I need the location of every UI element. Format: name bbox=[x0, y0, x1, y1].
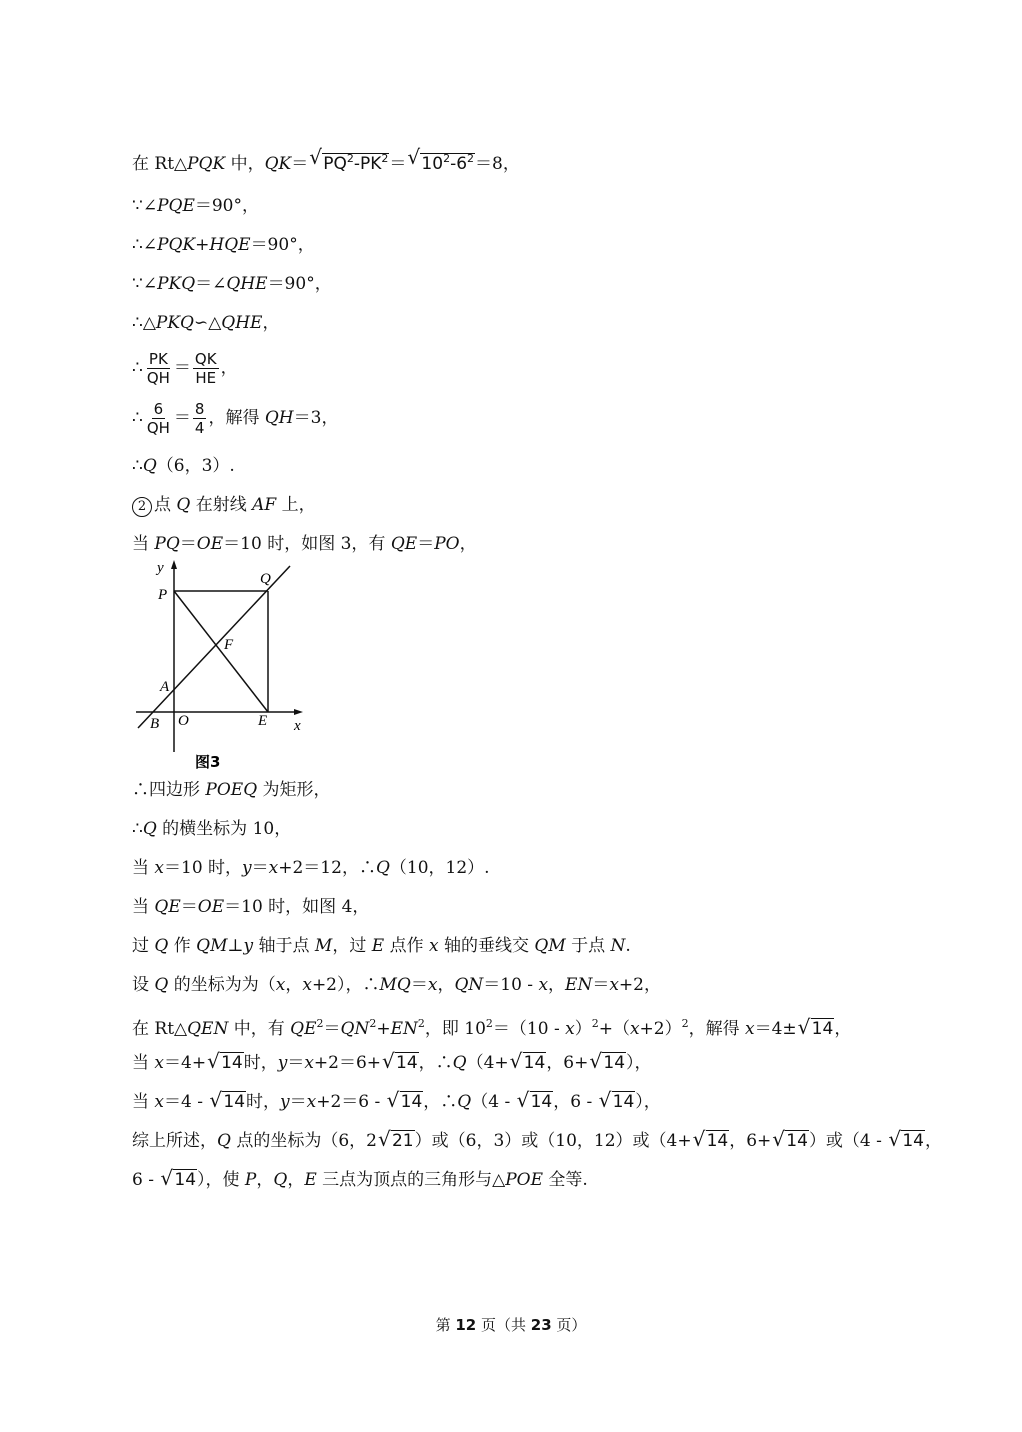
radicand: 14 bbox=[706, 1131, 729, 1151]
radical-sign: √ bbox=[209, 1088, 223, 1112]
exponent: 2 bbox=[316, 1017, 324, 1030]
text: ， bbox=[548, 975, 566, 995]
text: 过 bbox=[132, 936, 155, 956]
text: ＝ bbox=[323, 1019, 341, 1039]
text: +2＝6+ bbox=[313, 1053, 382, 1073]
radicand: 14 bbox=[786, 1131, 808, 1151]
radical-sign: √ bbox=[509, 1049, 523, 1073]
radical-sign: √ bbox=[797, 1015, 811, 1039]
math-var: PQ bbox=[154, 534, 180, 554]
text: ，过 bbox=[332, 936, 372, 956]
math-var: x bbox=[304, 1053, 314, 1073]
text: （6，3）. bbox=[156, 456, 235, 476]
denominator: HE bbox=[195, 369, 217, 387]
radical-sign: √ bbox=[589, 1049, 603, 1073]
math-var: x bbox=[275, 975, 286, 995]
text: ，即 10 bbox=[424, 1019, 486, 1039]
text: ， bbox=[924, 1131, 942, 1151]
math-var: QE bbox=[290, 1019, 317, 1039]
fraction bbox=[145, 350, 172, 387]
text: ＝ bbox=[417, 534, 435, 554]
text: ）或（4 - bbox=[808, 1131, 888, 1151]
math-var: PKQ bbox=[155, 313, 194, 333]
exponent: 2 bbox=[443, 152, 451, 165]
text: ， bbox=[437, 975, 455, 995]
text-line-17 bbox=[132, 1012, 851, 1041]
text-line-6 bbox=[132, 348, 238, 388]
math-var: MQ bbox=[379, 975, 411, 995]
math-var: Q bbox=[142, 819, 157, 839]
math-var: x bbox=[565, 1019, 575, 1039]
math-var: M bbox=[314, 936, 333, 956]
text: 轴的垂线交 bbox=[438, 936, 535, 956]
math-var: x bbox=[745, 1019, 755, 1039]
text: ）， bbox=[626, 1053, 652, 1073]
sqrt-expression bbox=[589, 1051, 626, 1075]
text: 的坐标为为（ bbox=[168, 975, 276, 995]
math-var: AF bbox=[252, 495, 277, 515]
math-var: Q bbox=[375, 858, 390, 878]
math-var: OE bbox=[197, 897, 225, 917]
math-var: PQK bbox=[187, 154, 226, 174]
text: ＝4± bbox=[754, 1019, 797, 1039]
numerator: PK bbox=[148, 350, 168, 368]
text: ＝ bbox=[179, 534, 197, 554]
text: 为矩形， bbox=[257, 780, 331, 800]
text: ＝10 时，如图 3，有 bbox=[223, 534, 391, 554]
text: ＝90°， bbox=[194, 196, 259, 216]
math-var: y bbox=[243, 936, 254, 956]
label-b: B bbox=[150, 716, 160, 732]
text: ∴ bbox=[132, 358, 143, 378]
text: ∴ bbox=[132, 456, 143, 476]
text: ＝ bbox=[592, 975, 610, 995]
text: 点 bbox=[154, 495, 177, 515]
math-var: E bbox=[371, 936, 385, 956]
math-var: EN bbox=[390, 1019, 418, 1039]
text-line-12 bbox=[132, 817, 291, 841]
math-var: QHE bbox=[221, 313, 263, 333]
exponent: 2 bbox=[346, 152, 354, 165]
text: ∽△ bbox=[193, 313, 222, 333]
math-var: Q bbox=[142, 456, 157, 476]
text: ）或（6，3）或（10，12）或（4+ bbox=[414, 1131, 692, 1151]
sqrt-expression bbox=[693, 1129, 730, 1153]
radical-sign: √ bbox=[377, 1127, 391, 1151]
radicand: 14 bbox=[221, 1053, 243, 1073]
radical-sign: √ bbox=[516, 1088, 530, 1112]
text: ＝4 - bbox=[164, 1092, 209, 1112]
radicand: 14 bbox=[612, 1092, 635, 1112]
text: +2， bbox=[618, 975, 661, 995]
math-var: x bbox=[154, 1053, 164, 1073]
text: ＝ bbox=[287, 1053, 305, 1073]
label-p: P bbox=[158, 587, 168, 603]
text-line-16 bbox=[132, 973, 661, 997]
math-var: QM bbox=[534, 936, 566, 956]
text-line-9 bbox=[132, 493, 316, 517]
text: 中， bbox=[225, 154, 265, 174]
text: ，∴ bbox=[423, 1092, 458, 1112]
text: +2＝12，∴ bbox=[278, 858, 376, 878]
text: ＝90°， bbox=[267, 274, 332, 294]
sqrt-expression bbox=[387, 1090, 424, 1114]
text: 当 bbox=[132, 897, 155, 917]
fraction bbox=[193, 350, 219, 387]
text: ，6+ bbox=[546, 1053, 589, 1073]
numerator: QK bbox=[194, 350, 217, 368]
text: ），使 bbox=[197, 1170, 245, 1190]
text: ∴ bbox=[132, 408, 143, 428]
text: 轴于点 bbox=[253, 936, 315, 956]
label-x: x bbox=[294, 718, 301, 734]
text-line-18 bbox=[132, 1051, 652, 1075]
text-line-21 bbox=[132, 1168, 588, 1192]
text: ＝ bbox=[173, 358, 191, 378]
denominator: QH bbox=[146, 369, 170, 387]
segment-pe bbox=[174, 591, 268, 712]
text: （10，12）. bbox=[389, 858, 490, 878]
exponent: 2 bbox=[591, 1017, 599, 1030]
math-var: x bbox=[302, 975, 312, 995]
text: 全等. bbox=[543, 1170, 588, 1190]
radicand: 14 bbox=[811, 1019, 834, 1039]
text: ＝（10 - bbox=[492, 1019, 566, 1039]
text: ，6 - bbox=[553, 1092, 598, 1112]
math-var: QE bbox=[390, 534, 418, 554]
text: ， bbox=[459, 534, 477, 554]
text: 6 - bbox=[132, 1170, 160, 1190]
sqrt-expression bbox=[207, 1051, 244, 1075]
sqrt-expression bbox=[209, 1090, 246, 1114]
sqrt-expression bbox=[407, 147, 475, 176]
text: 三点为顶点的三角形与△ bbox=[316, 1170, 506, 1190]
math-var: x bbox=[268, 858, 279, 878]
text: 点的坐标为（6，2 bbox=[230, 1131, 377, 1151]
radical-sign: √ bbox=[692, 1127, 706, 1151]
radical-sign: √ bbox=[207, 1049, 220, 1073]
radicand: 14 bbox=[530, 1092, 553, 1112]
math-var: Q bbox=[154, 975, 169, 995]
text: +2） bbox=[639, 1019, 682, 1039]
text: ，∴ bbox=[418, 1053, 453, 1073]
text: 时， bbox=[246, 1092, 281, 1112]
radicand: 14 bbox=[603, 1053, 626, 1073]
text: 中，有 bbox=[228, 1019, 291, 1039]
label-a: A bbox=[160, 679, 170, 695]
text: ， bbox=[287, 1170, 305, 1190]
exponent: 2 bbox=[381, 152, 389, 165]
text: ＝8， bbox=[475, 154, 520, 174]
radical-sign: √ bbox=[888, 1127, 902, 1151]
radicand: 14 bbox=[523, 1053, 546, 1073]
text: （4 - bbox=[471, 1092, 516, 1112]
sqrt-expression bbox=[309, 147, 389, 176]
text-line-5 bbox=[132, 311, 279, 335]
text-line-1 bbox=[132, 147, 520, 176]
radicand: 14 bbox=[223, 1092, 246, 1112]
text: 当 bbox=[132, 534, 155, 554]
text: ， bbox=[220, 358, 238, 378]
numerator: 6 bbox=[153, 400, 164, 418]
label-o: O bbox=[178, 713, 189, 729]
text: ＝10 时，如图 4， bbox=[224, 897, 370, 917]
text: ，解得 bbox=[688, 1019, 746, 1039]
text: -PK bbox=[353, 154, 382, 174]
text: 页（共 bbox=[476, 1316, 531, 1334]
text: 的横坐标为 10， bbox=[156, 819, 292, 839]
math-var: PQE bbox=[157, 196, 195, 216]
text: 设 bbox=[132, 975, 155, 995]
math-var: QE bbox=[154, 897, 181, 917]
text: ＝90°， bbox=[250, 235, 315, 255]
math-var: x bbox=[154, 858, 164, 878]
text: 作 bbox=[168, 936, 197, 956]
text: ， bbox=[256, 1170, 274, 1190]
exponent: 2 bbox=[467, 152, 475, 165]
label-q: Q bbox=[260, 571, 271, 587]
page-footer bbox=[0, 1314, 1022, 1335]
sqrt-expression bbox=[517, 1090, 554, 1114]
text: ＝ bbox=[410, 975, 428, 995]
radical-sign: √ bbox=[160, 1166, 174, 1190]
text-line-13 bbox=[132, 856, 490, 880]
radical-sign: √ bbox=[598, 1088, 612, 1112]
math-var: x bbox=[629, 1019, 640, 1039]
math-var: PKQ bbox=[157, 274, 196, 294]
radicand: 14 bbox=[902, 1131, 924, 1151]
text-line-3 bbox=[132, 233, 315, 257]
figure-3-diagram bbox=[130, 560, 310, 775]
radical-sign: √ bbox=[407, 145, 421, 169]
math-var: QM bbox=[196, 936, 228, 956]
radical-sign: √ bbox=[386, 1088, 400, 1112]
exponent: 2 bbox=[681, 1017, 689, 1030]
numerator: 8 bbox=[194, 400, 205, 418]
text-line-2 bbox=[132, 194, 259, 218]
exponent: 2 bbox=[417, 1017, 425, 1030]
text: ＝3， bbox=[293, 408, 339, 428]
text: 时， bbox=[243, 1053, 278, 1073]
math-var: x bbox=[427, 975, 438, 995]
text-line-7 bbox=[132, 398, 338, 438]
math-var: QN bbox=[340, 1019, 370, 1039]
math-var: Q bbox=[176, 495, 191, 515]
text: ＝ bbox=[291, 154, 309, 174]
denominator: QH bbox=[146, 419, 170, 437]
math-var: x bbox=[306, 1092, 317, 1112]
radicand: 21 bbox=[391, 1131, 414, 1151]
text: 10 bbox=[421, 154, 444, 174]
math-var: N bbox=[610, 936, 626, 956]
text: +2），∴ bbox=[311, 975, 380, 995]
math-var: QHE bbox=[226, 274, 268, 294]
text: ， bbox=[834, 1019, 852, 1039]
fraction bbox=[193, 400, 207, 437]
text-line-15 bbox=[132, 934, 631, 958]
text: PQ bbox=[323, 154, 347, 174]
text: -6 bbox=[450, 154, 468, 174]
math-var: x bbox=[609, 975, 619, 995]
text: + bbox=[195, 235, 210, 255]
radicand: 14 bbox=[174, 1170, 197, 1190]
text: ＝∠ bbox=[195, 274, 227, 294]
text: ∵∠ bbox=[132, 274, 158, 294]
math-var: PQK bbox=[157, 235, 196, 255]
sqrt-expression bbox=[772, 1129, 809, 1153]
text: ，解得 bbox=[208, 408, 265, 428]
math-var: x bbox=[154, 1092, 164, 1112]
text: 点作 bbox=[384, 936, 429, 956]
text: ⊥ bbox=[227, 936, 244, 956]
text: 第 bbox=[435, 1316, 456, 1334]
sqrt-expression bbox=[382, 1051, 419, 1075]
radical-sign: √ bbox=[382, 1049, 395, 1073]
math-var: EN bbox=[565, 975, 593, 995]
sqrt-expression bbox=[510, 1051, 547, 1075]
text: 于点 bbox=[565, 936, 611, 956]
text: +2＝6 - bbox=[316, 1092, 386, 1112]
text: ∴∠ bbox=[132, 235, 158, 255]
math-var: Q bbox=[452, 1053, 467, 1073]
text: 综上所述， bbox=[132, 1131, 217, 1151]
radical-sign: √ bbox=[309, 145, 322, 169]
math-var: Q bbox=[154, 936, 169, 956]
text: ， bbox=[262, 313, 280, 333]
math-var: OE bbox=[196, 534, 224, 554]
text: ＝10 时， bbox=[164, 858, 243, 878]
text: 当 bbox=[132, 858, 155, 878]
math-var: HQE bbox=[209, 235, 251, 255]
math-var: E bbox=[304, 1170, 317, 1190]
text: ＝ bbox=[389, 154, 407, 174]
text: ＝ bbox=[173, 408, 191, 428]
text-line-20 bbox=[132, 1129, 942, 1153]
figure-3 bbox=[130, 560, 310, 775]
text: ，6+ bbox=[729, 1131, 772, 1151]
math-var: y bbox=[242, 858, 252, 878]
text: 在 Rt△ bbox=[132, 154, 188, 174]
text: 当 bbox=[132, 1092, 155, 1112]
text: 上， bbox=[276, 495, 316, 515]
math-var: Q bbox=[217, 1131, 231, 1151]
math-var: Q bbox=[273, 1170, 288, 1190]
radical-sign: √ bbox=[772, 1127, 786, 1151]
sqrt-expression bbox=[888, 1129, 925, 1153]
page-number: 12 bbox=[455, 1316, 477, 1334]
math-var: QH bbox=[264, 408, 294, 428]
math-var: POE bbox=[505, 1170, 544, 1190]
text: . bbox=[625, 936, 631, 956]
text: + bbox=[376, 1019, 391, 1039]
text-line-11 bbox=[132, 778, 331, 802]
exponent: 2 bbox=[369, 1017, 377, 1030]
text: 在 Rt△ bbox=[132, 1019, 188, 1039]
denominator: 4 bbox=[194, 419, 205, 437]
sqrt-expression bbox=[160, 1168, 197, 1192]
math-var: P bbox=[244, 1170, 257, 1190]
fraction bbox=[145, 400, 172, 437]
text: （4+ bbox=[466, 1053, 509, 1073]
math-var: Q bbox=[457, 1092, 472, 1112]
math-var: PO bbox=[434, 534, 460, 554]
total-pages: 23 bbox=[530, 1316, 552, 1334]
text: ∴ bbox=[132, 819, 143, 839]
text-line-14 bbox=[132, 895, 369, 919]
text: ＝4+ bbox=[164, 1053, 207, 1073]
math-var: x bbox=[428, 936, 439, 956]
label-f: F bbox=[224, 637, 234, 653]
sqrt-expression bbox=[378, 1129, 415, 1153]
text-line-8 bbox=[132, 454, 235, 478]
math-var: y bbox=[277, 1053, 288, 1073]
text-line-19 bbox=[132, 1090, 661, 1114]
y-axis-arrow bbox=[171, 560, 177, 569]
text: ∴四边形 bbox=[132, 780, 206, 800]
text: ＝ bbox=[180, 897, 198, 917]
text: ＝ bbox=[251, 858, 269, 878]
sqrt-expression bbox=[599, 1090, 636, 1114]
text-line-4 bbox=[132, 272, 332, 296]
math-var: y bbox=[280, 1092, 290, 1112]
math-var: x bbox=[538, 975, 549, 995]
label-y: y bbox=[157, 560, 164, 576]
text: ＝10 - bbox=[483, 975, 539, 995]
x-axis-arrow bbox=[294, 709, 303, 715]
text: ＝ bbox=[289, 1092, 307, 1112]
text: 页） bbox=[551, 1316, 587, 1334]
text: ∴△ bbox=[132, 313, 156, 333]
text-line-10 bbox=[132, 532, 477, 556]
text: ）， bbox=[635, 1092, 661, 1112]
radicand: 14 bbox=[396, 1053, 418, 1073]
radicand: 14 bbox=[400, 1092, 423, 1112]
sqrt-expression bbox=[798, 1017, 835, 1041]
text: 当 bbox=[132, 1053, 155, 1073]
label-e: E bbox=[258, 713, 268, 729]
text: ， bbox=[285, 975, 303, 995]
figure-caption: 图3 bbox=[195, 753, 221, 771]
math-var: QN bbox=[454, 975, 484, 995]
math-var: POEQ bbox=[205, 780, 258, 800]
math-var: QEN bbox=[187, 1019, 229, 1039]
text: ∵∠ bbox=[132, 196, 158, 216]
text: ） bbox=[574, 1019, 592, 1039]
exponent: 2 bbox=[485, 1017, 493, 1030]
math-var: QK bbox=[264, 154, 292, 174]
text: 在射线 bbox=[190, 495, 253, 515]
circled-number: 2 bbox=[132, 497, 152, 517]
text: +（ bbox=[598, 1019, 630, 1039]
